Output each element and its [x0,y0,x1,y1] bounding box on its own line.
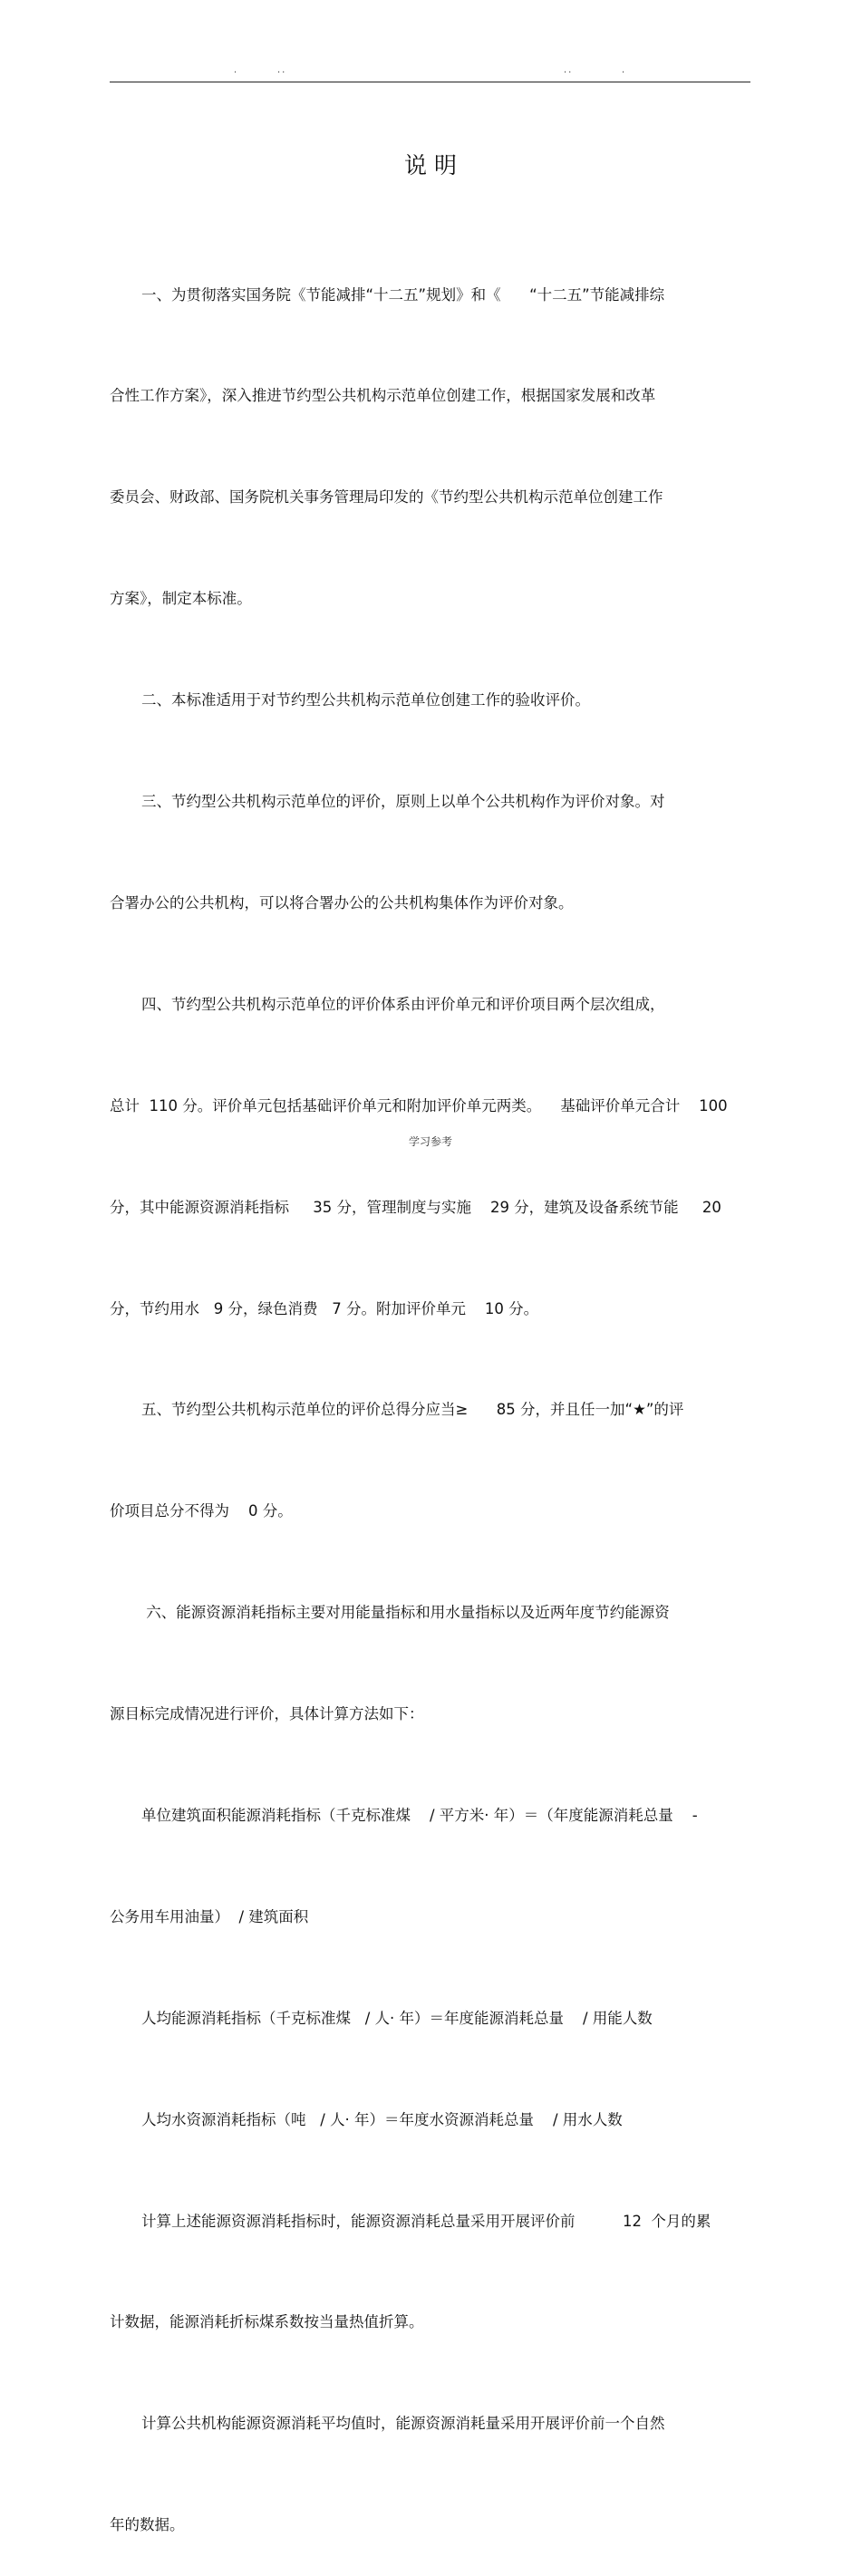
page-footer: 学习参考 [408,1135,452,1148]
text-line: 源目标完成情况进行评价，具体计算方法如下： [110,1705,424,1723]
text-line: 分，其中能源资源消耗指标 35 分，管理制度与实施 29 分，建筑及设备系统节能 20 [110,1198,721,1216]
text-line: 五、节约型公共机构示范单位的评价总得分应当≥ 85 分，并且任一加“★”的评 [141,1401,684,1419]
text-line: 一、为贯彻落实国务院《节能减排“十二五”规划》和《 “十二五”节能减排综 [141,285,665,304]
text-line: 二、本标准适用于对节约型公共机构示范单位创建工作的验收评价。 [141,691,590,709]
text-line: 计算上述能源资源消耗指标时，能源资源消耗总量采用开展评价前 12 个月的累 [141,2212,711,2230]
header-dot-mark: . [622,65,627,75]
header-dot-mark: .. [564,65,574,75]
text-line: 合性工作方案》，深入推进节约型公共机构示范单位创建工作，根据国家发展和改革 [110,387,656,405]
text-line: 三、节约型公共机构示范单位的评价，原则上以单个公共机构作为评价对象。对 [141,793,665,811]
text-line: 六、能源资源消耗指标主要对用能量指标和用水量指标以及近两年度节约能源资 [141,1604,670,1622]
body-text [110,210,753,2576]
text-line: 计算公共机构能源资源消耗平均值时，能源资源消耗量采用开展评价前一个自然 [141,2415,665,2433]
text-line: 单位建筑面积能源消耗指标（千克标准煤 / 平方米· 年）＝（年度能源消耗总量 - [141,1806,698,1824]
text-line: 委员会、财政部、国务院机关事务管理局印发的《节约型公共机构示范单位创建工作 [110,488,663,507]
text-line: 价项目总分不得为 0 分。 [110,1502,293,1520]
text-line: 人均能源消耗指标（千克标准煤 / 人· 年）＝年度能源消耗总量 / 用能人数 [141,2009,653,2027]
header-dot-mark: . [234,65,239,75]
header-dot-mark: .. [277,65,287,75]
text-line: 公务用车用油量） / 建筑面积 [110,1907,309,1925]
text-line: 合署办公的公共机构，可以将合署办公的公共机构集体作为评价对象。 [110,893,574,912]
text-line: 年的数据。 [110,2516,185,2534]
page-title: 说 明 [404,152,457,178]
text-line: 计数据，能源消耗折标煤系数按当量热值折算。 [110,2313,424,2331]
text-line: 方案》，制定本标准。 [110,590,252,608]
text-line: 分，节约用水 9 分，绿色消费 7 分。附加评价单元 10 分。 [110,1299,539,1317]
text-line: 四、节约型公共机构示范单位的评价体系由评价单元和评价项目两个层次组成， [141,995,665,1013]
text-line: 总计 110 分。评价单元包括基础评价单元和附加评价单元两类。 基础评价单元合计 100 [110,1096,728,1114]
text-line: 人均水资源消耗指标（吨 / 人· 年）＝年度水资源消耗总量 / 用水人数 [141,2110,623,2128]
